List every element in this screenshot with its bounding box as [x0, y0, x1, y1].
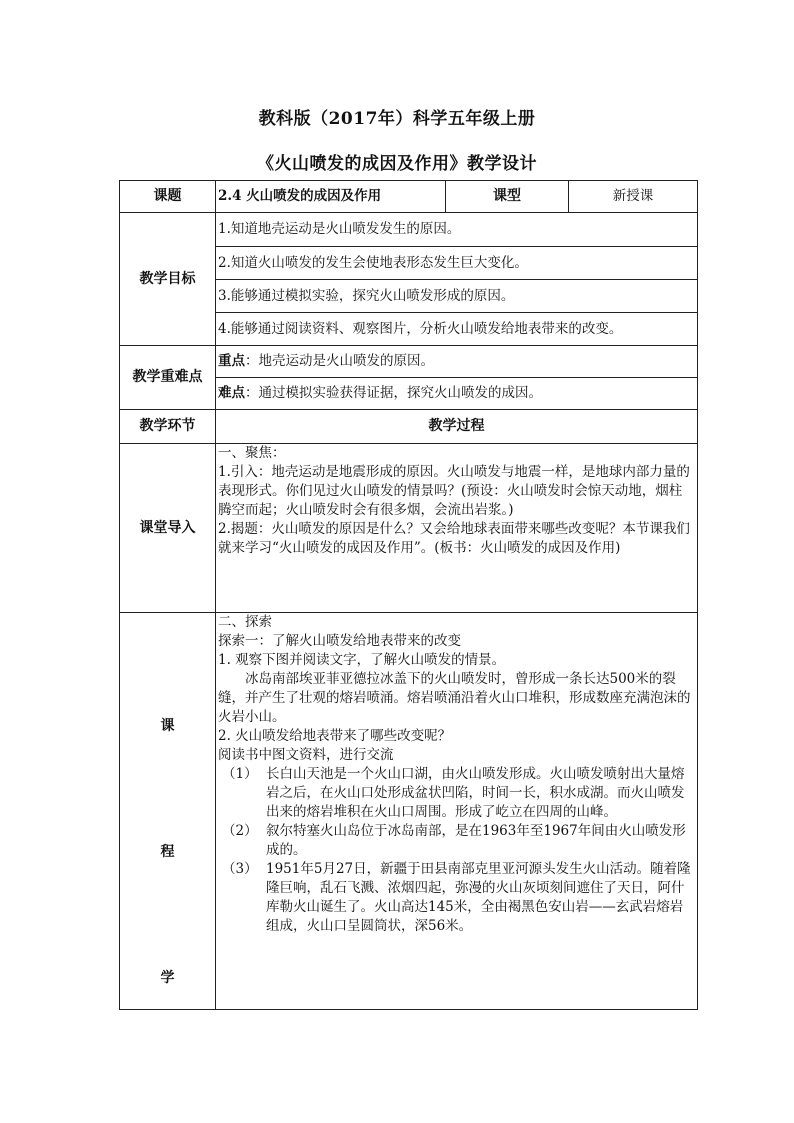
topic-value: 2.4 火山喷发的成因及作用 [216, 181, 446, 213]
list-item [218, 860, 695, 936]
goal-item: 2.知道火山喷发的发生会使地表形态发生巨大变化。 [216, 247, 698, 280]
list-item-number: （3） [222, 861, 258, 877]
type-value: 新授课 [569, 181, 698, 213]
list-item [218, 822, 695, 860]
goal-item: 3.能够通过模拟实验，探究火山喷发形成的原因。 [216, 280, 698, 313]
key-point [216, 346, 698, 378]
intro-paragraph: 1.引入：地壳运动是地震形成的原因。火山喷发与地震一样，是地球内部力量的表现形式。你们见过火山喷发的情景吗？(预设：火山喷发时会惊天动地，烟柱腾空而起；火山喷发时会有很多烟，会流出岩浆。) [218, 464, 690, 518]
section-header-row [120, 410, 698, 444]
intro-row [120, 444, 698, 613]
list-item [218, 765, 695, 822]
process-label-char: 学 [160, 970, 175, 986]
intro-content [216, 444, 698, 613]
type-label: 课型 [446, 181, 569, 213]
list-item-text: 长白山天池是一个火山口湖，由火山喷发形成。火山喷发喷射出大量熔岩之后，在火山口处形成盆状凹陷，时间一长，积水成湖。而火山喷发出来的熔岩堆积在火山口周围。形成了屹立在四周的山峰。 [266, 766, 685, 820]
iceland-paragraph: 冰岛南部埃亚菲亚德拉冰盖下的火山喷发时，曾形成一条长达500米的裂缝，并产生了壮观的熔岩喷涌。熔岩喷涌沿着火山口堆积，形成数座充满泡沫的火岩小山。 [218, 671, 691, 725]
difficult-point [216, 378, 698, 410]
process-label-char: 课 [160, 718, 175, 734]
keypoints-row [120, 346, 698, 378]
explore-heading: 二、探索 [218, 614, 272, 630]
list-item-text: 叙尔特塞火山岛位于冰岛南部，是在1963年至1967年间由火山喷发形成的。 [266, 823, 686, 858]
goal-item: 4.能够通过阅读资料、观察图片，分析火山喷发给地表带来的改变。 [216, 313, 698, 346]
intro-paragraph: 2.揭题：火山喷发的原因是什么？又会给地球表面带来哪些改变呢？本节课我们就来学习“火山喷发的成因及作用”。(板书：火山喷发的成因及作用) [218, 521, 690, 556]
goals-row [120, 213, 698, 247]
document-title: 教科版（2017年）科学五年级上册 [258, 109, 536, 129]
goals-label: 教学目标 [120, 213, 216, 346]
explore-content [216, 613, 698, 1010]
intro-heading: 一、聚焦： [218, 445, 286, 461]
list-item-number: （2） [222, 823, 258, 839]
process-label-char: 程 [160, 844, 175, 860]
intro-label: 课堂导入 [120, 444, 216, 613]
list-item-text: 1951年5月27日，新疆于田县南部克里亚河源头发生火山活动。随着隆隆巨响，乱石飞溅、浓烟四起，弥漫的火山灰顷刻间遮住了天日，阿什库勒火山诞生了。火山高达145米，全由褐黑色安山岩——玄武岩熔岩组成，火山口呈圆筒状，深56米。 [266, 861, 691, 934]
topic-row [120, 181, 698, 213]
document-subtitle: 《火山喷发的成因及作用》教学设计 [257, 154, 537, 174]
process-header: 教学过程 [216, 410, 698, 444]
stage-header: 教学环节 [120, 410, 216, 444]
key-point-label: 重点 [218, 353, 245, 369]
difficult-point-text: ：通过模拟实验获得证据，探究火山喷发的成因。 [245, 385, 542, 401]
difficult-point-label: 难点 [218, 385, 245, 401]
explore-step: 2. 火山喷发给地表带来了哪些改变呢？ [218, 728, 452, 744]
explore-step: 1. 观察下图并阅读文字，了解火山喷发的情景。 [218, 652, 506, 668]
read-instruction: 阅读书中图文资料，进行交流 [218, 747, 394, 763]
process-row [120, 613, 698, 1010]
topic-label: 课题 [120, 181, 216, 213]
key-point-text: ：地壳运动是火山喷发的原因。 [245, 353, 434, 369]
explore-sub-heading: 探索一：了解火山喷发给地表带来的改变 [218, 633, 461, 649]
goal-item: 1.知道地壳运动是火山喷发发生的原因。 [216, 213, 698, 247]
lesson-plan-table [119, 180, 698, 1010]
process-label-cell [120, 613, 216, 1010]
keypoints-label: 教学重难点 [120, 346, 216, 410]
list-item-number: （1） [222, 766, 258, 782]
